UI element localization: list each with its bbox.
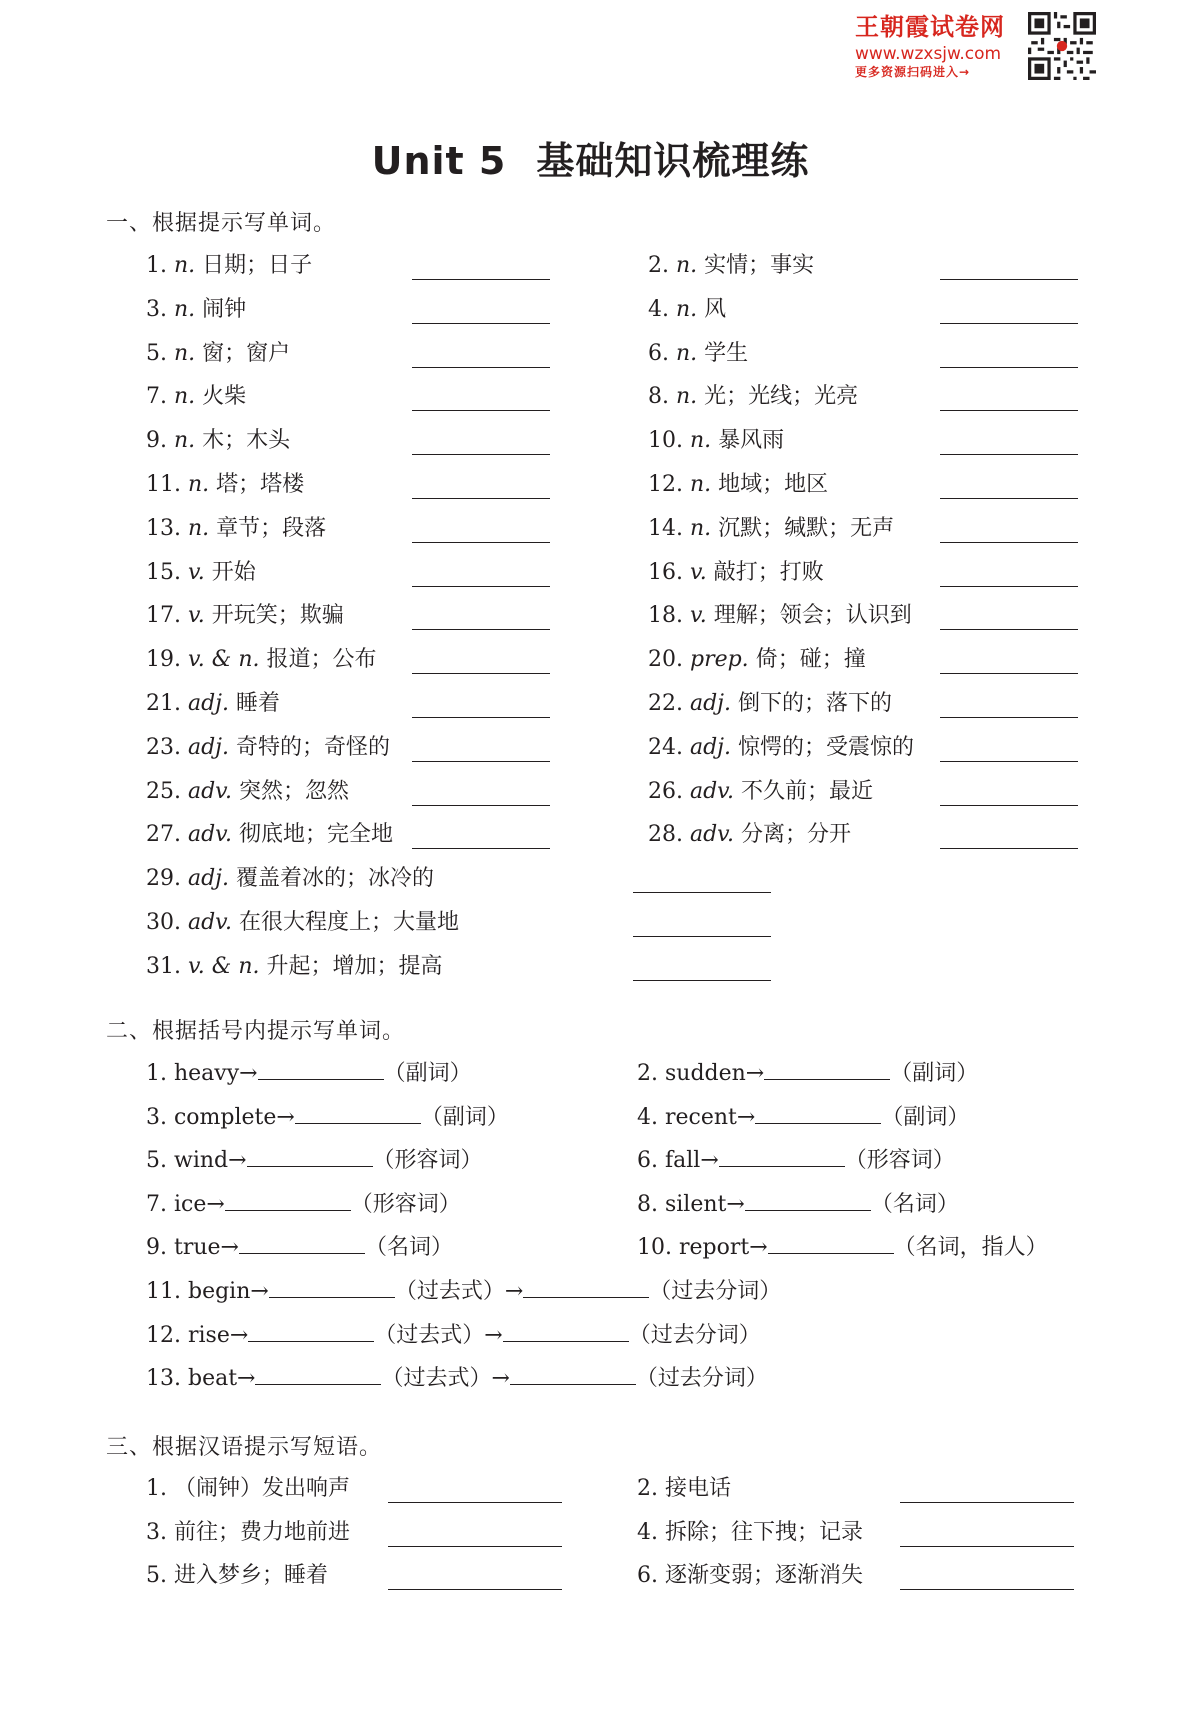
item-number: 6.	[637, 1563, 665, 1589]
answer-blank[interactable]	[940, 454, 1078, 455]
base-word: recent→	[664, 1104, 756, 1130]
answer-blank[interactable]	[388, 1502, 562, 1503]
list-item	[648, 383, 858, 411]
answer-blank[interactable]	[510, 1364, 636, 1385]
item-number: 1.	[146, 1061, 174, 1086]
item-prompt: 进入梦乡；睡着	[173, 1563, 328, 1589]
item-prompt: 日期；日子	[202, 253, 313, 278]
list-item	[146, 1103, 509, 1132]
item-prompt: 前往；费力地前进	[173, 1519, 350, 1545]
item-number: 16.	[648, 559, 690, 585]
base-word: silent→	[664, 1191, 745, 1217]
form-hint: （形容词）	[350, 1191, 461, 1217]
answer-blank[interactable]	[940, 542, 1078, 543]
part-of-speech: v. & n.	[187, 647, 260, 673]
item-prompt: 暴风雨	[718, 428, 785, 454]
base-word: true→	[173, 1235, 239, 1261]
item-number: 30.	[146, 910, 188, 935]
item-number: 5.	[146, 1148, 174, 1174]
part-of-speech: v.	[689, 603, 707, 629]
list-item	[146, 690, 280, 718]
item-number: 8.	[637, 1191, 665, 1217]
item-prompt: 倒下的；落下的	[738, 691, 893, 716]
answer-blank[interactable]	[764, 1059, 890, 1080]
answer-blank[interactable]	[388, 1589, 562, 1590]
list-item	[648, 690, 892, 718]
item-number: 9.	[146, 428, 174, 454]
list-item	[637, 1146, 955, 1175]
answer-blank[interactable]	[940, 805, 1078, 806]
answer-blank[interactable]	[633, 980, 771, 981]
part-of-speech: v.	[187, 603, 205, 629]
item-prompt: 接电话	[664, 1476, 731, 1501]
item-prompt: 奇特的；奇怪的	[236, 734, 391, 760]
list-item	[146, 559, 256, 587]
list-item	[146, 778, 349, 806]
list-item	[648, 559, 824, 587]
list-item	[146, 1059, 472, 1088]
item-number: 12.	[146, 1322, 188, 1348]
base-word: complete→	[173, 1104, 295, 1130]
list-item	[146, 909, 459, 937]
answer-blank[interactable]	[412, 279, 550, 280]
form-hint: （过去式）→	[381, 1366, 510, 1392]
item-number: 1.	[146, 1476, 174, 1501]
part-of-speech: n.	[173, 340, 196, 366]
answer-blank[interactable]	[412, 805, 550, 806]
item-number: 18.	[648, 603, 690, 629]
answer-blank[interactable]	[412, 367, 550, 368]
answer-blank[interactable]	[412, 717, 550, 718]
item-prompt: 木；木头	[202, 428, 291, 454]
item-number: 2.	[648, 253, 676, 278]
item-number: 2.	[637, 1061, 665, 1086]
item-number: 3.	[146, 1104, 174, 1130]
base-word: beat→	[187, 1366, 256, 1392]
answer-blank[interactable]	[523, 1277, 649, 1298]
part-of-speech: n.	[173, 253, 196, 278]
part-of-speech: n.	[173, 384, 196, 410]
item-number: 29.	[146, 866, 188, 892]
answer-blank[interactable]	[940, 761, 1078, 762]
part-of-speech: adj.	[187, 691, 229, 716]
part-of-speech: n.	[675, 296, 698, 322]
form-hint: （过去分词）	[635, 1366, 768, 1392]
item-prompt: 地域；地区	[718, 472, 829, 497]
item-prompt: （闹钟）发出响声	[173, 1476, 350, 1501]
form-hint: （名词，指人）	[893, 1235, 1048, 1261]
list-item	[146, 1364, 768, 1393]
part-of-speech: v.	[187, 559, 205, 585]
base-word: begin→	[187, 1279, 269, 1304]
item-prompt: 彻底地；完全地	[239, 822, 394, 848]
part-of-speech: n.	[689, 515, 712, 541]
part-of-speech: adv.	[187, 822, 232, 848]
list-item	[146, 865, 434, 893]
answer-blank[interactable]	[412, 542, 550, 543]
item-prompt: 覆盖着冰的；冰冷的	[236, 866, 435, 892]
list-item	[648, 778, 873, 806]
part-of-speech: adv.	[187, 910, 232, 935]
item-number: 8.	[648, 384, 676, 410]
form-hint: （副词）	[881, 1104, 970, 1130]
answer-blank[interactable]	[412, 454, 550, 455]
form-hint: （副词）	[890, 1061, 979, 1086]
part-of-speech: adj.	[187, 734, 229, 760]
item-prompt: 逐渐变弱；逐渐消失	[664, 1563, 863, 1589]
answer-blank[interactable]	[412, 848, 550, 849]
part-of-speech: adj.	[187, 866, 229, 892]
item-prompt: 窗；窗户	[202, 340, 291, 366]
list-item	[146, 1277, 781, 1306]
item-prompt: 风	[704, 296, 727, 322]
section-heading-2: 二、根据括号内提示写单词。	[106, 1019, 406, 1044]
list-item	[648, 515, 894, 543]
answer-blank[interactable]	[940, 367, 1078, 368]
item-number: 4.	[637, 1519, 665, 1545]
part-of-speech: n.	[675, 253, 698, 278]
item-prompt: 敲打；打败	[713, 559, 824, 585]
answer-blank[interactable]	[247, 1146, 373, 1167]
section-heading-1: 一、根据提示写单词。	[106, 211, 337, 236]
item-prompt: 分离；分开	[741, 822, 852, 848]
form-hint: （过去式）→	[374, 1322, 503, 1348]
list-item	[146, 734, 390, 762]
unit-label: Unit 5	[371, 139, 507, 183]
item-prompt: 惊愕的；受震惊的	[738, 734, 915, 760]
form-hint: （名词）	[364, 1235, 453, 1261]
item-prompt: 光；光线；光亮	[704, 384, 859, 410]
item-prompt: 报道；公布	[266, 647, 377, 673]
form-hint: （形容词）	[372, 1148, 483, 1174]
base-word: sudden→	[664, 1061, 765, 1086]
base-word: report→	[678, 1235, 768, 1261]
answer-blank[interactable]	[940, 848, 1078, 849]
answer-blank[interactable]	[900, 1589, 1074, 1590]
base-word: fall→	[664, 1148, 719, 1174]
part-of-speech: n.	[187, 515, 210, 541]
item-number: 14.	[648, 515, 690, 541]
answer-blank[interactable]	[633, 936, 771, 937]
item-number: 1.	[146, 253, 174, 278]
answer-blank[interactable]	[940, 717, 1078, 718]
item-prompt: 升起；增加；提高	[266, 953, 443, 979]
form-hint: （过去分词）	[649, 1279, 782, 1304]
answer-blank[interactable]	[269, 1277, 395, 1298]
item-number: 5.	[146, 340, 174, 366]
part-of-speech: n.	[173, 296, 196, 322]
item-prompt: 理解；领会；认识到	[713, 603, 912, 629]
item-number: 2.	[637, 1476, 665, 1501]
list-item	[648, 646, 866, 674]
item-number: 5.	[146, 1563, 174, 1589]
item-number: 4.	[648, 296, 676, 322]
list-item	[637, 1233, 1048, 1262]
list-item	[146, 1519, 350, 1547]
answer-blank[interactable]	[940, 410, 1078, 411]
part-of-speech: n.	[675, 340, 698, 366]
item-number: 25.	[146, 778, 188, 804]
item-number: 27.	[146, 822, 188, 848]
item-number: 10.	[637, 1235, 679, 1261]
list-item	[146, 515, 326, 543]
answer-blank[interactable]	[503, 1321, 629, 1342]
answer-blank[interactable]	[412, 673, 550, 674]
answer-blank[interactable]	[412, 498, 550, 499]
answer-blank[interactable]	[412, 410, 550, 411]
answer-blank[interactable]	[295, 1103, 421, 1124]
item-number: 19.	[146, 647, 188, 673]
qr-code-icon[interactable]	[1028, 12, 1096, 80]
base-word: rise→	[187, 1322, 249, 1348]
item-prompt: 火柴	[202, 384, 247, 410]
answer-blank[interactable]	[768, 1233, 894, 1254]
item-number: 11.	[146, 472, 188, 497]
item-number: 28.	[648, 822, 690, 848]
answer-blank[interactable]	[633, 892, 771, 893]
list-item	[648, 427, 784, 455]
list-item	[146, 1562, 328, 1590]
part-of-speech: prep.	[689, 647, 749, 673]
list-item	[648, 734, 914, 762]
part-of-speech: n.	[187, 472, 210, 497]
item-number: 21.	[146, 691, 188, 716]
answer-blank[interactable]	[412, 629, 550, 630]
item-prompt: 实情；事实	[704, 253, 815, 278]
list-item	[146, 1321, 761, 1350]
section-heading-3: 三、根据汉语提示写短语。	[106, 1435, 383, 1460]
part-of-speech: adv.	[689, 778, 734, 804]
list-item	[637, 1475, 731, 1503]
item-number: 7.	[146, 1191, 174, 1217]
item-prompt: 在很大程度上；大量地	[239, 910, 460, 935]
item-number: 15.	[146, 559, 188, 585]
part-of-speech: v.	[689, 559, 707, 585]
brand-name: 王朝霞试卷网	[855, 13, 1005, 41]
brand-slogan: 更多资源扫码进入→	[855, 65, 971, 79]
list-item	[146, 427, 290, 455]
list-item	[146, 296, 246, 324]
list-item	[648, 471, 828, 499]
list-item	[648, 296, 726, 324]
item-number: 7.	[146, 384, 174, 410]
item-prompt: 章节；段落	[216, 515, 327, 541]
answer-blank[interactable]	[940, 673, 1078, 674]
answer-blank[interactable]	[755, 1103, 881, 1124]
item-number: 24.	[648, 734, 690, 760]
answer-blank[interactable]	[248, 1321, 374, 1342]
item-number: 6.	[637, 1148, 665, 1174]
item-number: 17.	[146, 603, 188, 629]
item-prompt: 塔；塔楼	[216, 472, 305, 497]
part-of-speech: adj.	[689, 691, 731, 716]
item-number: 3.	[146, 1519, 174, 1545]
item-prompt: 沉默；缄默；无声	[718, 515, 895, 541]
form-hint: （名词）	[870, 1191, 959, 1217]
item-prompt: 睡着	[236, 691, 281, 716]
part-of-speech: adj.	[689, 734, 731, 760]
list-item	[146, 1190, 461, 1219]
list-item	[146, 1146, 483, 1175]
form-hint: （过去式）→	[394, 1279, 524, 1304]
answer-blank[interactable]	[745, 1190, 871, 1211]
list-item	[146, 602, 344, 630]
item-prompt: 开玩笑；欺骗	[211, 603, 344, 629]
answer-blank[interactable]	[239, 1233, 365, 1254]
unit-subtitle: 基础知识梳理练	[536, 139, 810, 183]
item-prompt: 突然；忽然	[239, 778, 350, 804]
item-number: 23.	[146, 734, 188, 760]
brand-header	[855, 12, 1015, 80]
list-item	[637, 1562, 863, 1590]
list-item	[637, 1103, 969, 1132]
answer-blank[interactable]	[940, 323, 1078, 324]
list-item	[637, 1190, 959, 1219]
item-number: 3.	[146, 296, 174, 322]
part-of-speech: n.	[173, 428, 196, 454]
base-word: wind→	[173, 1148, 247, 1174]
list-item	[146, 252, 312, 280]
item-number: 9.	[146, 1235, 174, 1261]
brand-url: www.wzxsjw.com	[855, 44, 1002, 64]
answer-blank[interactable]	[255, 1364, 381, 1385]
answer-blank[interactable]	[940, 629, 1078, 630]
answer-blank[interactable]	[412, 761, 550, 762]
item-number: 31.	[146, 953, 188, 979]
form-hint: （副词）	[420, 1104, 509, 1130]
answer-blank[interactable]	[940, 279, 1078, 280]
item-prompt: 开始	[211, 559, 256, 585]
list-item	[648, 252, 814, 280]
list-item	[637, 1519, 863, 1547]
item-number: 13.	[146, 1366, 188, 1392]
part-of-speech: n.	[689, 428, 712, 454]
answer-blank[interactable]	[258, 1059, 384, 1080]
item-number: 11.	[146, 1279, 188, 1304]
item-number: 13.	[146, 515, 188, 541]
answer-blank[interactable]	[412, 323, 550, 324]
answer-blank[interactable]	[940, 498, 1078, 499]
part-of-speech: adv.	[689, 822, 734, 848]
form-hint: （副词）	[383, 1061, 472, 1086]
form-hint: （形容词）	[844, 1148, 955, 1174]
list-item	[146, 953, 443, 981]
list-item	[146, 646, 377, 674]
item-number: 4.	[637, 1104, 665, 1130]
item-number: 22.	[648, 691, 690, 716]
form-hint: （过去分词）	[628, 1322, 761, 1348]
answer-blank[interactable]	[412, 586, 550, 587]
list-item	[637, 1059, 978, 1088]
item-prompt: 拆除；往下拽；记录	[664, 1519, 863, 1545]
base-word: ice→	[173, 1191, 225, 1217]
list-item	[146, 821, 393, 849]
item-prompt: 不久前；最近	[741, 778, 874, 804]
part-of-speech: v. & n.	[187, 953, 260, 979]
item-prompt: 倚；碰；撞	[755, 647, 866, 673]
list-item	[146, 1475, 350, 1503]
item-number: 20.	[648, 647, 690, 673]
answer-blank[interactable]	[388, 1546, 562, 1547]
answer-blank[interactable]	[719, 1146, 845, 1167]
base-word: heavy→	[173, 1061, 258, 1086]
list-item	[648, 602, 912, 630]
list-item	[146, 340, 290, 368]
item-prompt: 学生	[704, 340, 749, 366]
list-item	[146, 471, 304, 499]
page-title	[0, 130, 1181, 185]
part-of-speech: n.	[689, 472, 712, 497]
answer-blank[interactable]	[900, 1502, 1074, 1503]
item-prompt: 闹钟	[202, 296, 247, 322]
answer-blank[interactable]	[225, 1190, 351, 1211]
list-item	[146, 1233, 453, 1262]
answer-blank[interactable]	[940, 586, 1078, 587]
answer-blank[interactable]	[900, 1546, 1074, 1547]
list-item	[648, 340, 748, 368]
list-item	[146, 383, 246, 411]
item-number: 10.	[648, 428, 690, 454]
part-of-speech: adv.	[187, 778, 232, 804]
item-number: 26.	[648, 778, 690, 804]
item-number: 12.	[648, 472, 690, 497]
list-item	[648, 821, 851, 849]
item-number: 6.	[648, 340, 676, 366]
part-of-speech: n.	[675, 384, 698, 410]
